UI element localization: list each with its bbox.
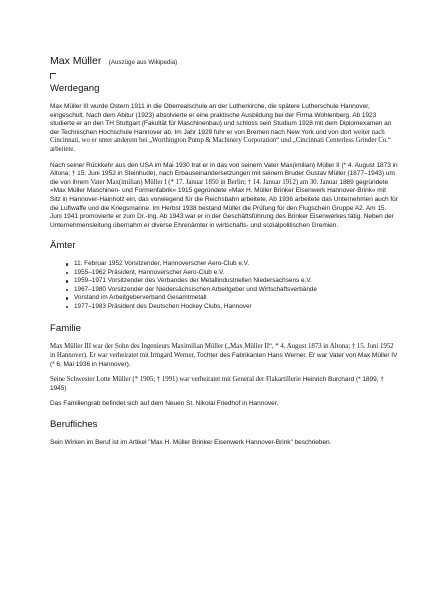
section-familie bbox=[50, 323, 398, 409]
paragraph-familie-2 bbox=[50, 376, 398, 393]
document-body bbox=[50, 83, 398, 454]
text-familie-1a: Max Müller III war der Sohn des Ingenieurs Maximilian Müller („Max Müller II“, * 4. August 1873 in Altona; † 15. Juni 1952 in Hannover). Er war verheiratet mit Irmgard Werner, bbox=[50, 343, 394, 359]
text-werdegang-2b: Vater Max(imilian) Müller I (* 17. Januar 1850 in Berlin; † 14. Januar 1912) am 30. Januar bbox=[90, 178, 338, 186]
text-werdegang-2c: 1889 gegründete »Max Müller Maschinen- und Formenfabrik« 1915 gegründete »Max H. Müller Brinker Eisenwerk Hannover-Brink« mit Sitz in Hannover-Hainholz ein, das vorwiegend für die Reichsbahn arbeitete. Ab 1936 arbeitete das Unternehmen auch für die Luftwaffe und die Kriegsmarine. Im Herbst 1938 bestand Müller die Prüfung für den Flugschein Gruppe A2. Am 15. Juni 1941 promovierte er zum Dr.-Ing. Ab 1943 war er in der Geschäftsführung des Brinker Eisenwerkes tätig. Neben der Unternehmensleitung übernahm er diverse Ehrenämter in wirtschafts- und sozialpolitischen Gremien. bbox=[50, 178, 398, 229]
text-werdegang-2a: Nach seiner Rückkehr aus den USA im Mai 1930 trat er in das von seinem Vater Max(imilian) Müller II (* 4. August 1873 in Altona; † 15. Juni 1952 in Steinhude), nach Erbauseinandersetzungen mit seinem Bruder Gustav Müller (1877–1943) um die von ihrem bbox=[50, 161, 398, 186]
section-werdegang bbox=[50, 83, 398, 230]
section-heading-werdegang: Werdegang bbox=[50, 83, 100, 94]
section-heading-aemter: Ämter bbox=[50, 240, 76, 252]
text-familie-2a: Seine Schwester Lotte Müller (* 1905; † 1991) war verheiratet mit General der Flakartillerie bbox=[50, 376, 301, 384]
text-werdegang-1a: Max Müller III wurde Ostern 1911 in die Oberrealschule an der Lutherkirche, die spätere Lutherschule Hannover, eingeschult. Nach dem Abitur (1923) absolvierte er eine praktische Ausbildung bei der Firma Wohlenberg. Ab 1923 studierte er an den TH Stuttgart (Fakultät für Maschinenbau) und schloss sein Studium 1928 mit dem Diplomexamen an der Technischen Hochschule Hannover ab. Im Jahr 1929 fuhr er von Bremen nach New York und von dort bbox=[50, 103, 392, 136]
page-title-row bbox=[50, 51, 177, 69]
list-item: 1959–1971 Vorsitzender des Verbandes der Metallindustriellen Niedersachsens e.V. bbox=[66, 277, 398, 286]
text-familie-1b: Tochter des Fabrikanten Hans Werner. Er war Vater von Max Müller IV (* 6. Mai 1936 in Hannover). bbox=[50, 351, 398, 368]
list-item: 1967–1980 Vorsitzender der Niedersächsischen Arbeitgeber und Wirtschaftsverbände bbox=[66, 286, 398, 295]
list-item: 1955–1962 Präsident, Hannoverscher Aero-Club e.V. bbox=[66, 269, 398, 278]
text-werdegang-1b: weiter nach Cincinnati, wo er unter anderem bei „Worthington Pump & Machinery Corporation“ und „Cincinnati Centerless Grinder Co.“ arbeitete. bbox=[50, 128, 391, 153]
paragraph-familie-3: Das Familiengrab befindet sich auf dem Neuen St. Nikolai Friedhof in Hannover. bbox=[50, 400, 279, 408]
paragraph-werdegang-2 bbox=[50, 162, 398, 231]
list-item: Vorstand im Arbeitgeberverband Gesamtmetall bbox=[66, 294, 398, 303]
section-heading-familie: Familie bbox=[50, 323, 81, 335]
section-berufliches bbox=[50, 419, 398, 448]
list-item: 11. Februar 1952 Vorsitzender, Hannoverscher Aero-Club e.V. bbox=[66, 260, 398, 269]
section-heading-berufliches: Berufliches bbox=[50, 418, 98, 430]
list-item: 1977–1983 Präsident des Deutschen Hockey Clubs, Hannover bbox=[66, 303, 398, 312]
page-title: Max Müller bbox=[50, 55, 102, 67]
paragraph-familie-1 bbox=[50, 343, 398, 369]
checkbox-marker-icon bbox=[50, 73, 56, 79]
aemter-list bbox=[50, 260, 398, 311]
text-familie-2b: Heinrich Burchard (* 1899, † 1945) bbox=[50, 376, 384, 392]
section-aemter bbox=[50, 240, 398, 311]
paragraph-werdegang-1 bbox=[50, 103, 398, 155]
paragraph-berufliches-1: Sein Wirken im Beruf ist im Artikel "Max H. Müller Brinker Eisenwerk Hannover-Brink" beschrieben. bbox=[50, 438, 332, 446]
page-subtitle: (Auszüge aus Wikipedia) bbox=[108, 59, 178, 66]
